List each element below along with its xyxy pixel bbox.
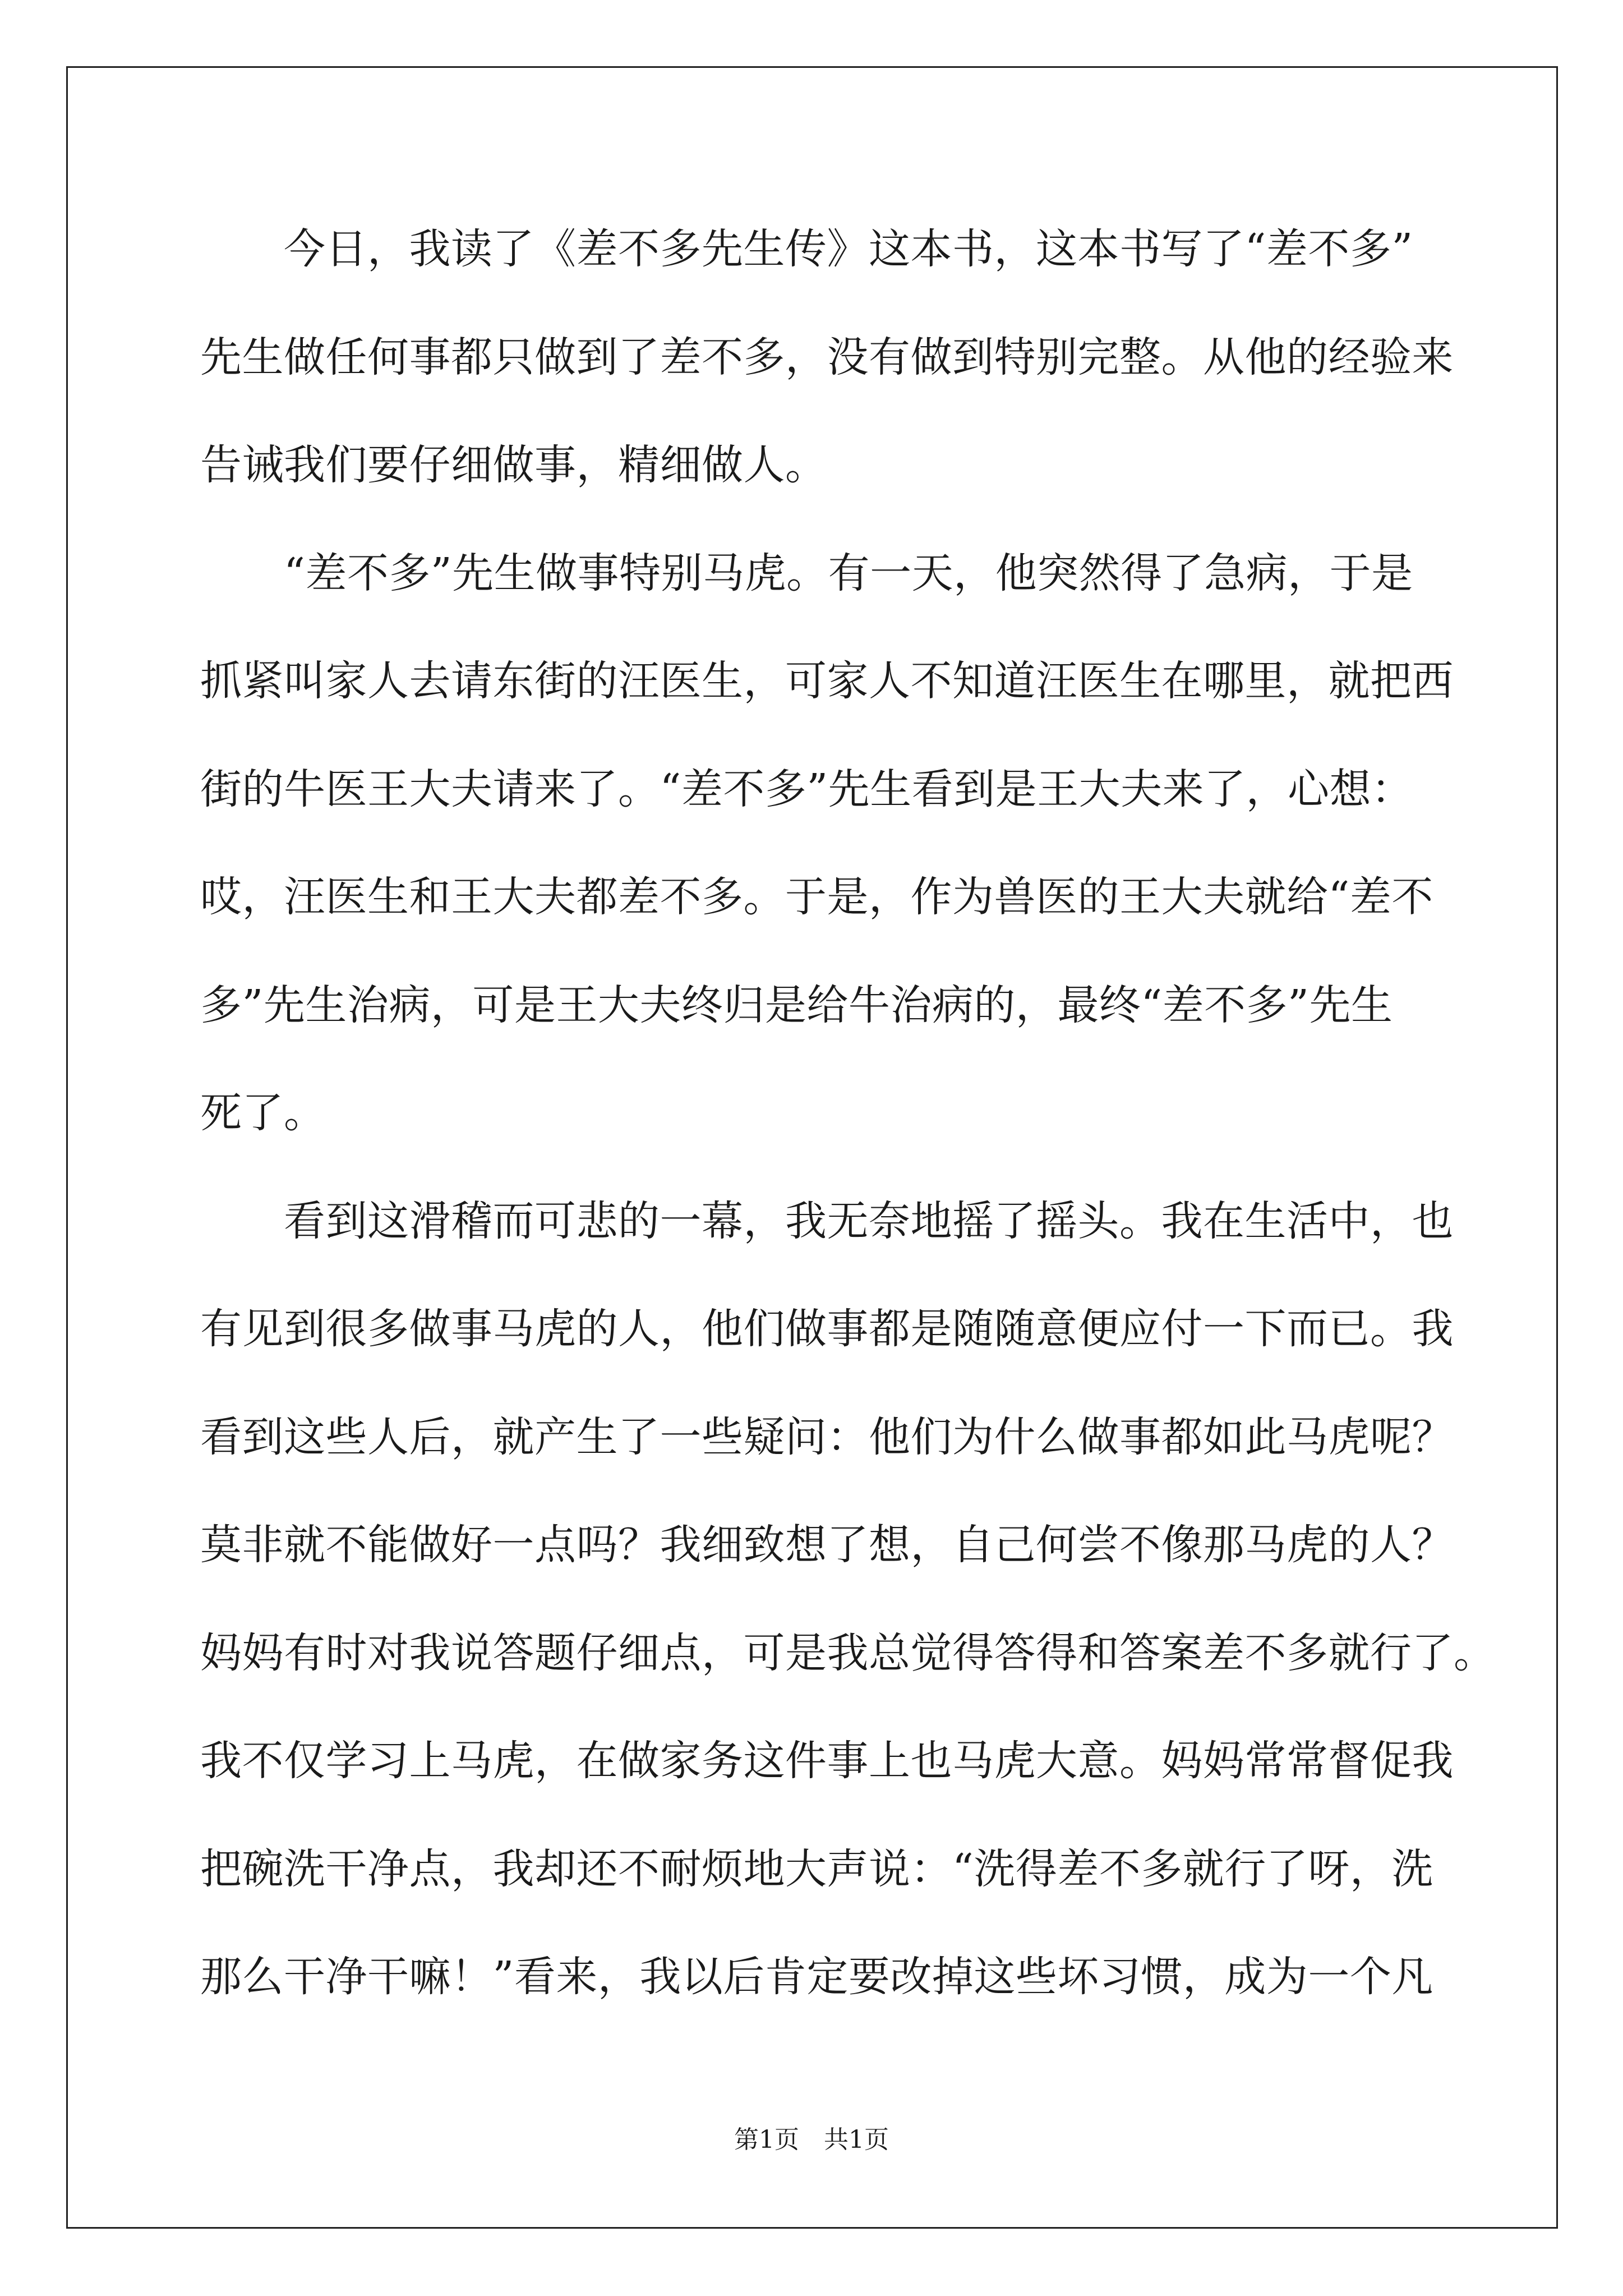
text-line: 莫非就不能做好一点吗？我细致想了想，自己何尝不像那马虎的人？ bbox=[200, 1521, 1454, 1569]
text-line: 多”先生治病，可是王大夫终归是给牛治病的，最终“差不多”先生 bbox=[200, 981, 1393, 1029]
text-line: 看到这滑稽而可悲的一幕，我无奈地摇了摇头。我在生活中，也 bbox=[200, 1197, 1454, 1245]
text-line: 哎，汪医生和王大夫都差不多。于是，作为兽医的王大夫就给“差不 bbox=[200, 873, 1433, 921]
page-number-footer: 第1页 共1页 bbox=[734, 2125, 889, 2154]
text-line: 死了。 bbox=[200, 1089, 326, 1137]
text-line: 街的牛医王大夫请来了。“差不多”先生看到是王大夫来了，心想： bbox=[200, 765, 1413, 813]
text-line: 看到这些人后，就产生了一些疑问：他们为什么做事都如此马虎呢？ bbox=[200, 1412, 1454, 1461]
text-line: 那么干净干嘛！”看来，我以后肯定要改掉这些坏习惯，成为一个凡 bbox=[200, 1953, 1433, 2001]
text-line: 有见到很多做事马虎的人，他们做事都是随随意便应付一下而已。我 bbox=[200, 1305, 1454, 1353]
text-line: 把碗洗干净点，我却还不耐烦地大声说：“洗得差不多就行了呀，洗 bbox=[200, 1844, 1433, 1893]
text-line: 先生做任何事都只做到了差不多，没有做到特别完整。从他的经验来 bbox=[200, 333, 1454, 381]
text-line: 今日，我读了《差不多先生传》这本书，这本书写了“差不多” bbox=[200, 225, 1413, 273]
text-line: 我不仅学习上马虎，在做家务这件事上也马虎大意。妈妈常常督促我 bbox=[200, 1737, 1454, 1785]
document-body bbox=[200, 195, 1496, 2031]
text-line: 妈妈有时对我说答题仔细点，可是我总觉得答得和答案差不多就行了。 bbox=[200, 1628, 1496, 1677]
text-line: 抓紧叫家人去请东街的汪医生，可家人不知道汪医生在哪里，就把西 bbox=[200, 657, 1454, 705]
text-line: “差不多”先生做事特别马虎。有一天，他突然得了急病，于是 bbox=[200, 549, 1413, 597]
text-line: 告诫我们要仔细做事，精细做人。 bbox=[200, 441, 827, 489]
